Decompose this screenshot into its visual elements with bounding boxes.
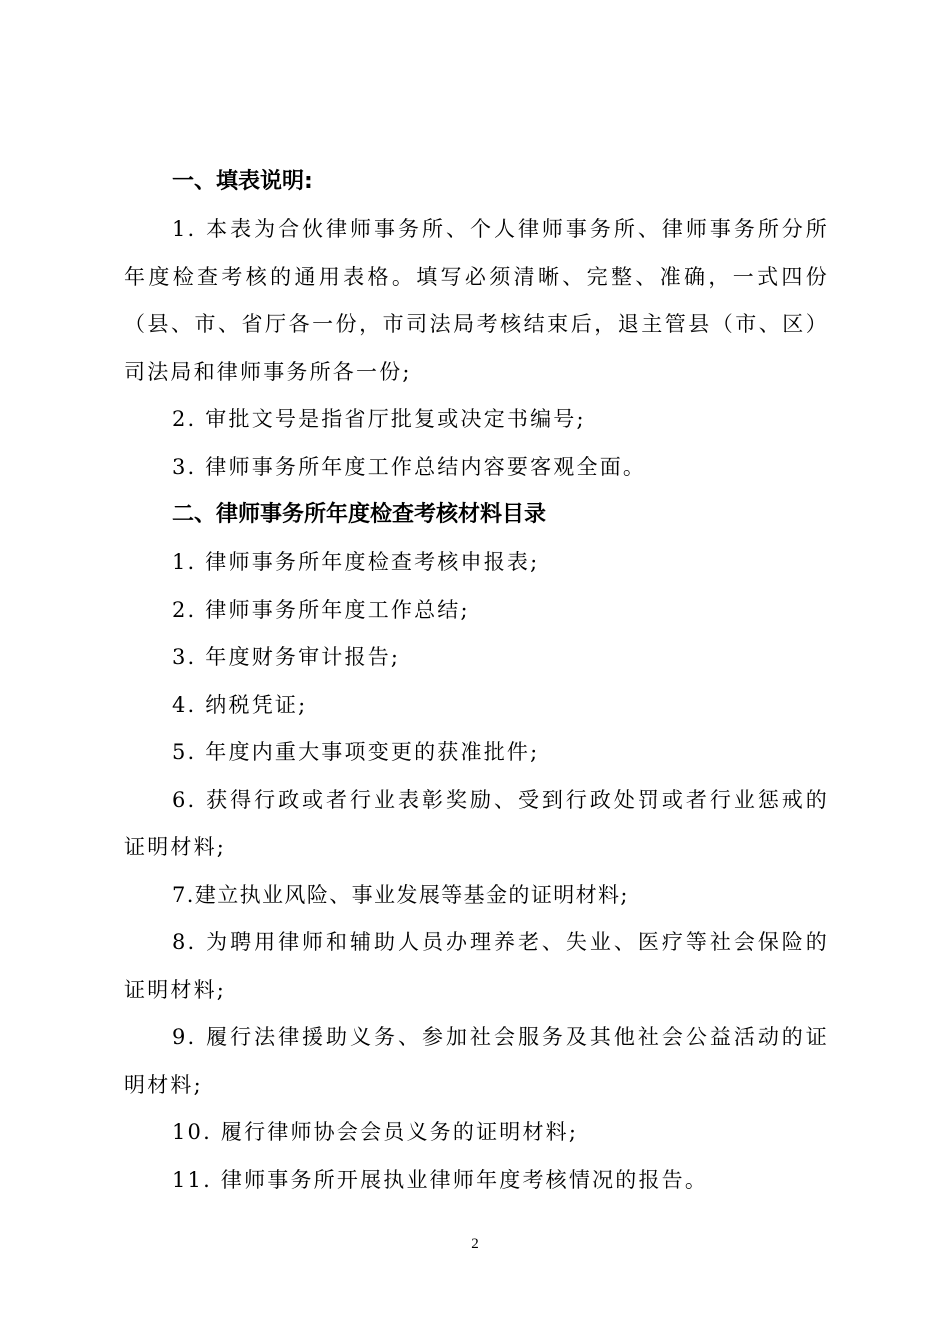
- material-item-6: 6. 获得行政或者行业表彰奖励、受到行政处罚或者行业惩戒的证明材料;: [124, 787, 829, 859]
- section-heading-materials: 二、律师事务所年度检查考核材料目录: [172, 502, 547, 527]
- material-item-8: 8. 为聘用律师和辅助人员办理养老、失业、医疗等社会保险的证明材料;: [124, 930, 829, 1002]
- material-item-5: 5. 年度内重大事项变更的获准批件;: [172, 740, 540, 764]
- page-body: [124, 158, 829, 1204]
- material-item-9: 9. 履行法律援助义务、参加社会服务及其他社会公益活动的证明材料;: [124, 1025, 829, 1097]
- instruction-item-1: 1. 本表为合伙律师事务所、个人律师事务所、律师事务所分所年度检查考核的通用表格。填写必须清晰、完整、准确，一式四份（县、市、省厅各一份，市司法局考核结束后，退主管县（市、区）司法局和律师事务所各一份;: [124, 217, 829, 384]
- material-item-7: 7.建立执业风险、事业发展等基金的证明材料;: [172, 882, 629, 907]
- material-item-4: 4. 纳税凭证;: [172, 692, 308, 717]
- section-heading-instructions: 一、填表说明:: [172, 169, 313, 194]
- material-item-10: 10. 履行律师协会会员义务的证明材料;: [172, 1120, 579, 1144]
- material-item-2: 2. 律师事务所年度工作总结;: [172, 597, 470, 622]
- material-item-11: 11. 律师事务所开展执业律师年度考核情况的报告。: [172, 1167, 709, 1192]
- instruction-item-3: 3. 律师事务所年度工作总结内容要客观全面。: [172, 454, 647, 479]
- material-item-1: 1. 律师事务所年度检查考核申报表;: [172, 550, 540, 574]
- page-number: 2: [471, 1236, 479, 1252]
- material-item-3: 3. 年度财务审计报告;: [172, 645, 401, 669]
- instruction-item-2: 2. 审批文号是指省厅批复或决定书编号;: [172, 407, 586, 431]
